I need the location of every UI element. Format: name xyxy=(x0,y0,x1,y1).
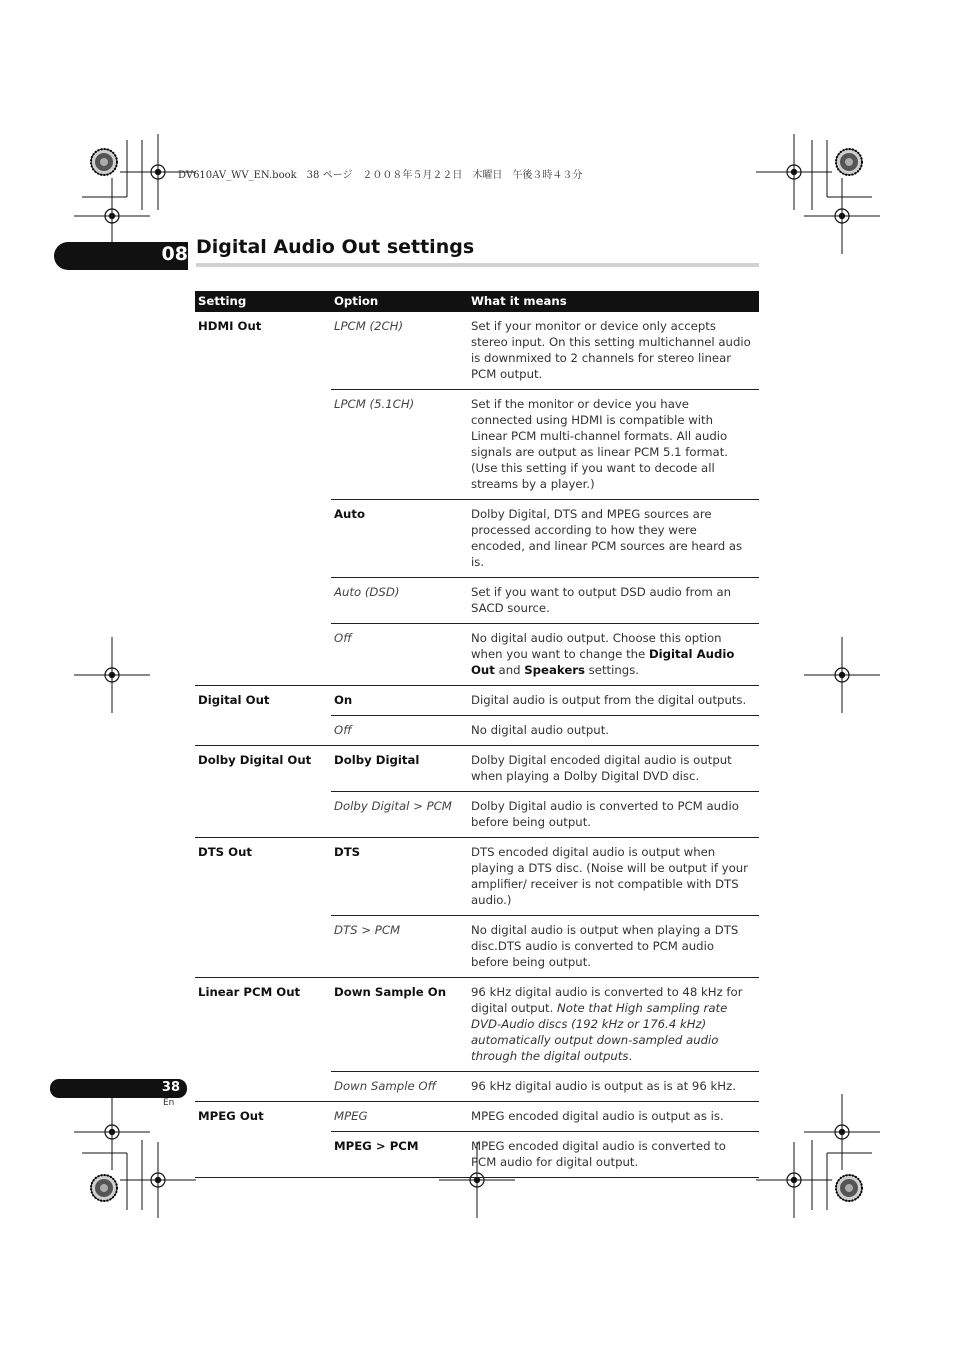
option-cell xyxy=(331,792,468,838)
description-cell xyxy=(468,500,759,578)
option-cell xyxy=(331,686,468,716)
option-cell xyxy=(331,624,468,686)
option-value: Off xyxy=(334,723,352,737)
option-value: Auto xyxy=(334,507,365,521)
settings-table-body xyxy=(195,312,759,1178)
description-cell xyxy=(468,838,759,916)
page-number: 38 xyxy=(161,1080,180,1095)
description-cell xyxy=(468,916,759,978)
setting-name: Digital Out xyxy=(195,686,331,746)
option-value: LPCM (2CH) xyxy=(334,319,404,333)
option-cell xyxy=(331,1102,468,1132)
registration-star-top-left xyxy=(91,149,117,175)
description-text: Digital audio is output from the digital outputs. xyxy=(471,693,747,707)
option-value: MPEG > PCM xyxy=(334,1139,419,1153)
description-text: 96 kHz digital audio is converted to 48 kHz for digital output. xyxy=(471,985,743,1015)
option-cell xyxy=(331,312,468,390)
title-underline xyxy=(196,263,759,267)
description-cell xyxy=(468,1102,759,1132)
registration-target xyxy=(74,1094,150,1170)
option-value: LPCM (5.1CH) xyxy=(334,397,415,411)
setting-name: Dolby Digital Out xyxy=(195,746,331,838)
description-text: No digital audio output. xyxy=(471,723,610,737)
description-text: MPEG encoded digital audio is converted to PCM audio for digital output. xyxy=(471,1139,726,1169)
registration-target xyxy=(804,637,880,713)
option-cell xyxy=(331,1072,468,1102)
description-text: Digital Audio Out xyxy=(471,647,735,677)
registration-target xyxy=(756,1142,832,1218)
crop-mark-top-right xyxy=(756,134,880,254)
crop-mark-bottom-left xyxy=(74,1094,196,1218)
description-cell xyxy=(468,792,759,838)
print-file-info: DV610AV_WV_EN.book 38 ページ ２００８年５月２２日 木曜日 午後３時４３分 xyxy=(178,170,583,181)
description-text: settings. xyxy=(584,663,640,677)
registration-target xyxy=(804,178,880,254)
description-text: and xyxy=(494,663,525,677)
description-cell xyxy=(468,978,759,1072)
option-cell xyxy=(331,838,468,916)
registration-target xyxy=(804,1094,880,1170)
table-row xyxy=(195,746,759,792)
description-cell xyxy=(468,716,759,746)
option-value: On xyxy=(334,693,353,707)
table-header-row xyxy=(195,291,759,312)
description-text: Dolby Digital audio is converted to PCM audio before being output. xyxy=(471,799,739,829)
registration-target xyxy=(120,1142,196,1218)
option-cell xyxy=(331,578,468,624)
option-value: Dolby Digital xyxy=(334,753,420,767)
description-cell xyxy=(468,624,759,686)
description-text: Note that High sampling rate DVD-Audio discs (192 kHz or 176.4 kHz) automatically output down-sampled audio through the digital outputs xyxy=(471,1001,728,1063)
description-cell xyxy=(468,1132,759,1178)
description-text: Set if your monitor or device only accepts stereo input. On this setting multichannel audio is downmixed to 2 channels for stereo linear PCM output. xyxy=(471,319,751,381)
description-cell xyxy=(468,312,759,390)
description-cell xyxy=(468,1072,759,1102)
description-text: . xyxy=(628,1049,633,1063)
description-text: Speakers xyxy=(524,663,585,677)
settings-table xyxy=(195,291,759,1178)
header-option: Option xyxy=(331,291,468,312)
option-value: MPEG xyxy=(334,1109,368,1123)
description-text: 96 kHz digital audio is output as is at 96 kHz. xyxy=(471,1079,736,1093)
option-value: Off xyxy=(334,631,352,645)
description-text: Set if the monitor or device you have connected using HDMI is compatible with Linear PCM multi-channel formats. All audio signals are output as linear PCM 5.1 format. (Use this setting if you want to decode all streams by a player.) xyxy=(471,397,729,491)
header-meaning: What it means xyxy=(468,291,759,312)
description-text: Set if you want to output DSD audio from an SACD source. xyxy=(471,585,732,615)
description-cell xyxy=(468,578,759,624)
table-row xyxy=(195,686,759,716)
page-title: Digital Audio Out settings xyxy=(196,236,475,258)
option-value: Down Sample On xyxy=(334,985,447,999)
option-cell xyxy=(331,916,468,978)
option-cell xyxy=(331,716,468,746)
option-value: DTS xyxy=(334,845,361,859)
header-setting: Setting xyxy=(195,291,331,312)
option-value: DTS > PCM xyxy=(334,923,401,937)
description-text: No digital audio is output when playing a DTS disc.DTS audio is converted to PCM audio before being output. xyxy=(471,923,739,969)
option-cell xyxy=(331,746,468,792)
option-cell xyxy=(331,390,468,500)
registration-star-bottom-right xyxy=(836,1175,862,1201)
option-cell xyxy=(331,1132,468,1178)
setting-name: Linear PCM Out xyxy=(195,978,331,1102)
registration-target xyxy=(74,637,150,713)
table-row xyxy=(195,312,759,390)
registration-target xyxy=(756,134,832,210)
description-cell xyxy=(468,686,759,716)
description-text: Dolby Digital, DTS and MPEG sources are processed according to how they were encoded, and linear PCM sources are heard as is. xyxy=(471,507,743,569)
crop-mark-top-left xyxy=(74,134,196,254)
chapter-number: 08 xyxy=(161,243,188,265)
description-text: DTS encoded digital audio is output when playing a DTS disc. (Noise will be output if your amplifier/ receiver is not compatible with DTS audio.) xyxy=(471,845,748,907)
setting-name: HDMI Out xyxy=(195,312,331,686)
registration-star-top-right xyxy=(836,149,862,175)
description-text: Dolby Digital encoded digital audio is output when playing a Dolby Digital DVD disc. xyxy=(471,753,732,783)
description-text: No digital audio output. Choose this option when you want to change the xyxy=(471,631,722,661)
setting-name: MPEG Out xyxy=(195,1102,331,1178)
table-row xyxy=(195,838,759,916)
page-language: En xyxy=(163,1098,175,1108)
description-text: MPEG encoded digital audio is output as is. xyxy=(471,1109,724,1123)
table-row xyxy=(195,1102,759,1132)
option-value: Dolby Digital > PCM xyxy=(334,799,452,813)
option-cell xyxy=(331,500,468,578)
option-cell xyxy=(331,978,468,1072)
description-cell xyxy=(468,390,759,500)
crop-mark-bottom-right xyxy=(756,1094,880,1218)
option-value: Down Sample Off xyxy=(334,1079,437,1093)
table-row xyxy=(195,978,759,1072)
description-cell xyxy=(468,746,759,792)
registration-star-bottom-left xyxy=(91,1175,117,1201)
setting-name: DTS Out xyxy=(195,838,331,978)
option-value: Auto (DSD) xyxy=(334,585,400,599)
